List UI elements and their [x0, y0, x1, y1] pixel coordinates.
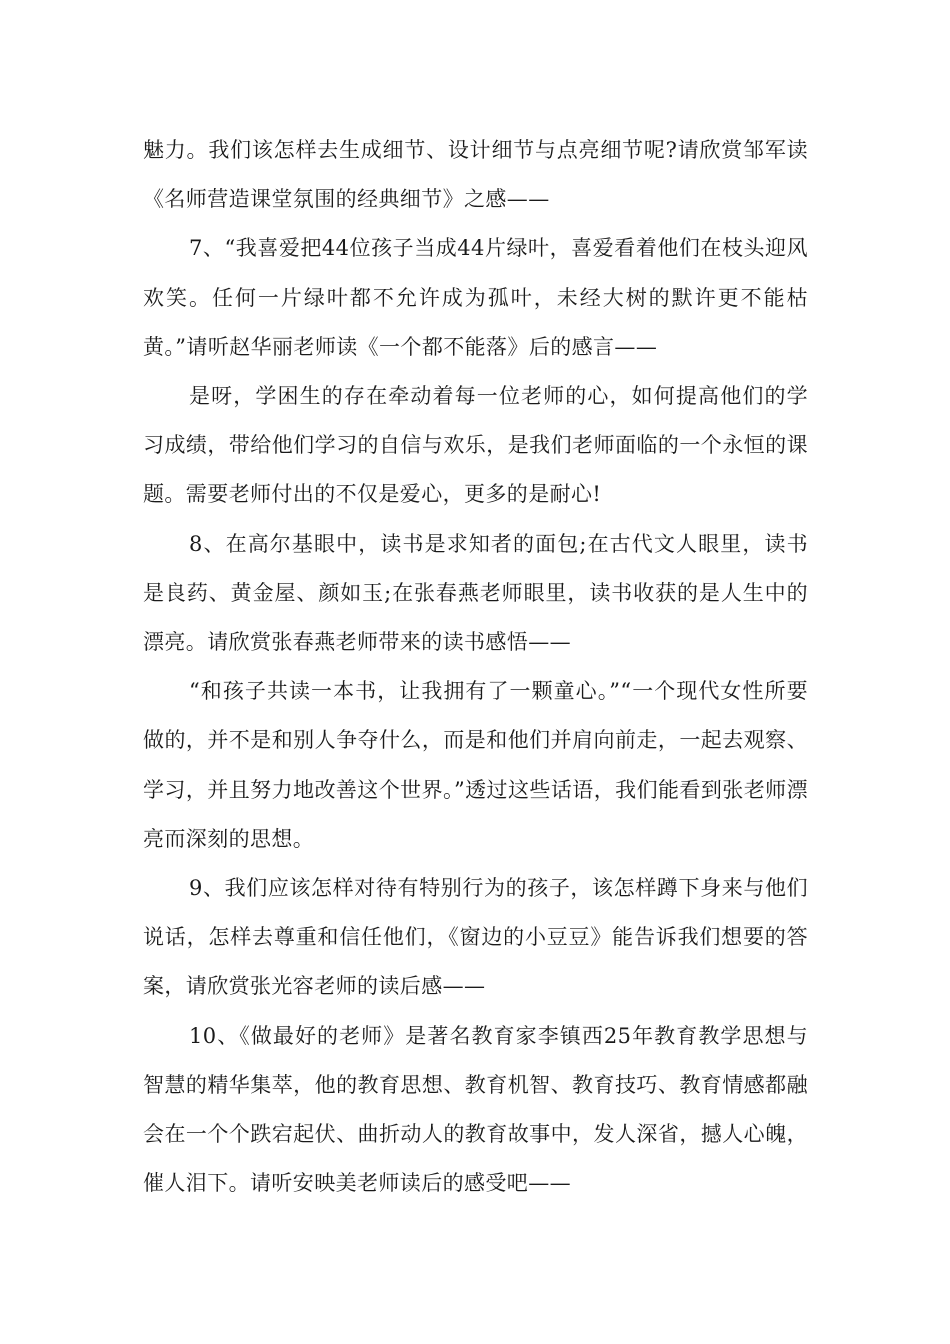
paragraph-6: 9、我们应该怎样对待有特别行为的孩子，该怎样蹲下身来与他们说话，怎样去尊重和信任他们，《窗边的小豆豆》能告诉我们想要的答案，请欣赏张光容老师的读后感——	[143, 876, 808, 999]
paragraph-1: 魅力。我们该怎样去生成细节、设计细节与点亮细节呢?请欣赏邹军读《名师营造课堂氛围的经典细节》之感——	[143, 138, 808, 212]
paragraph-3: 是呀，学困生的存在牵动着每一位老师的心，如何提高他们的学习成绩，带给他们学习的自信与欢乐，是我们老师面临的一个永恒的课题。需要老师付出的不仅是爱心，更多的是耐心!	[143, 384, 808, 507]
paragraph-2: 7、“我喜爱把44位孩子当成44片绿叶，喜爱看着他们在枝头迎风欢笑。任何一片绿叶都不允许成为孤叶，未经大树的默许更不能枯黄。”请听赵华丽老师读《一个都不能落》后的感言——	[143, 236, 808, 359]
paragraph-5: “和孩子共读一本书，让我拥有了一颗童心。”“一个现代女性所要做的，并不是和别人争夺什么，而是和他们并肩向前走，一起去观察、学习，并且努力地改善这个世界。”透过这些话语，我们能看到张老师漂亮而深刻的思想。	[143, 679, 808, 851]
paragraph-7: 10、《做最好的老师》是著名教育家李镇西25年教育教学思想与智慧的精华集萃，他的教育思想、教育机智、教育技巧、教育情感都融会在一个个跌宕起伏、曲折动人的教育故事中，发人深省，撼人心魄，催人泪下。请听安映美老师读后的感受吧——	[143, 1023, 808, 1196]
paragraph-4: 8、在高尔基眼中，读书是求知者的面包;在古代文人眼里，读书是良药、黄金屋、颜如玉;在张春燕老师眼里，读书收获的是人生中的漂亮。请欣赏张春燕老师带来的读书感悟——	[143, 531, 808, 655]
document-body	[143, 126, 808, 1208]
